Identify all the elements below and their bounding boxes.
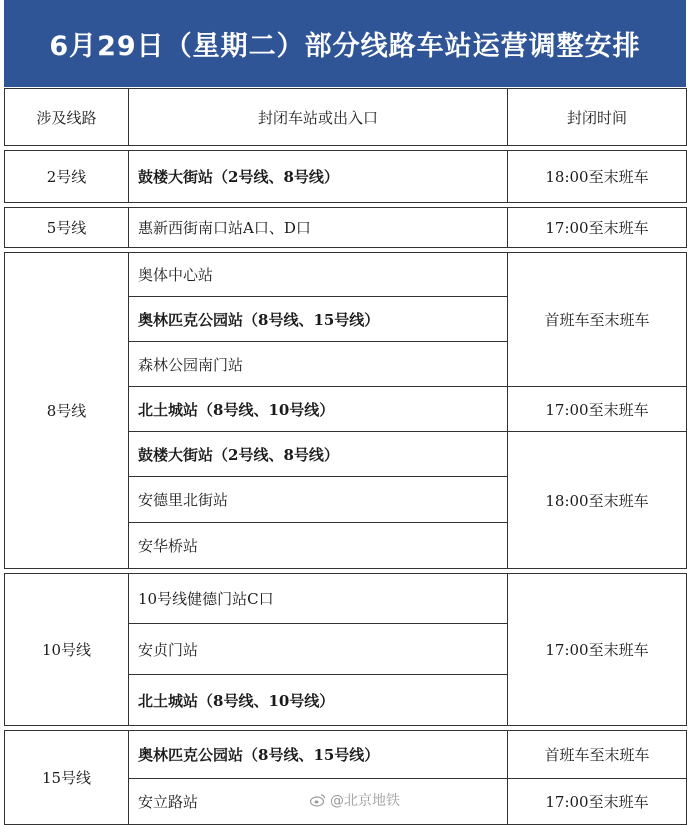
station-cell: 安德里北街站 (129, 477, 508, 523)
station-cell: 森林公园南门站 (129, 342, 508, 387)
station-cell: 惠新西街南口站A口、D口 (129, 208, 508, 248)
header-station: 封闭车站或出入口 (129, 89, 508, 146)
time-cell: 17:00至末班车 (508, 208, 687, 248)
line-cell: 10号线 (5, 574, 129, 726)
station-cell: 安华桥站 (129, 523, 508, 569)
station-cell: 鼓楼大街站（2号线、8号线） (129, 432, 508, 477)
schedule-table (4, 88, 687, 825)
time-cell: 17:00至末班车 (508, 387, 687, 432)
time-cell: 18:00至末班车 (508, 432, 687, 569)
watermark (310, 790, 400, 810)
header-line: 涉及线路 (5, 89, 129, 146)
station-cell: 奥林匹克公园站（8号线、15号线） (129, 297, 508, 342)
line-cell: 15号线 (5, 731, 129, 825)
page-title: 6月29日（星期二）部分线路车站运营调整安排 (4, 0, 686, 87)
station-cell: 奥林匹克公园站（8号线、15号线） (129, 731, 508, 779)
watermark-text: @北京地铁 (330, 793, 400, 809)
time-cell: 首班车至末班车 (508, 253, 687, 387)
station-cell: 奥体中心站 (129, 253, 508, 297)
weibo-icon (310, 793, 326, 807)
line-cell: 5号线 (5, 208, 129, 248)
table-row (5, 253, 687, 297)
station-cell: 安贞门站 (129, 624, 508, 675)
time-cell: 17:00至末班车 (508, 779, 687, 825)
time-cell: 17:00至末班车 (508, 574, 687, 726)
line-cell: 8号线 (5, 253, 129, 569)
table-row (5, 208, 687, 248)
table-row (5, 731, 687, 779)
station-cell: 北土城站（8号线、10号线） (129, 675, 508, 726)
header-time: 封闭时间 (508, 89, 687, 146)
table-row (5, 574, 687, 624)
station-cell: 鼓楼大街站（2号线、8号线） (129, 151, 508, 203)
station-cell: 安立路站 (129, 779, 508, 825)
station-cell: 10号线健德门站C口 (129, 574, 508, 624)
table-header-row (5, 89, 687, 146)
schedule-table-container (4, 88, 686, 825)
station-cell: 北土城站（8号线、10号线） (129, 387, 508, 432)
line-cell: 2号线 (5, 151, 129, 203)
time-cell: 18:00至末班车 (508, 151, 687, 203)
time-cell: 首班车至末班车 (508, 731, 687, 779)
table-row (5, 151, 687, 203)
